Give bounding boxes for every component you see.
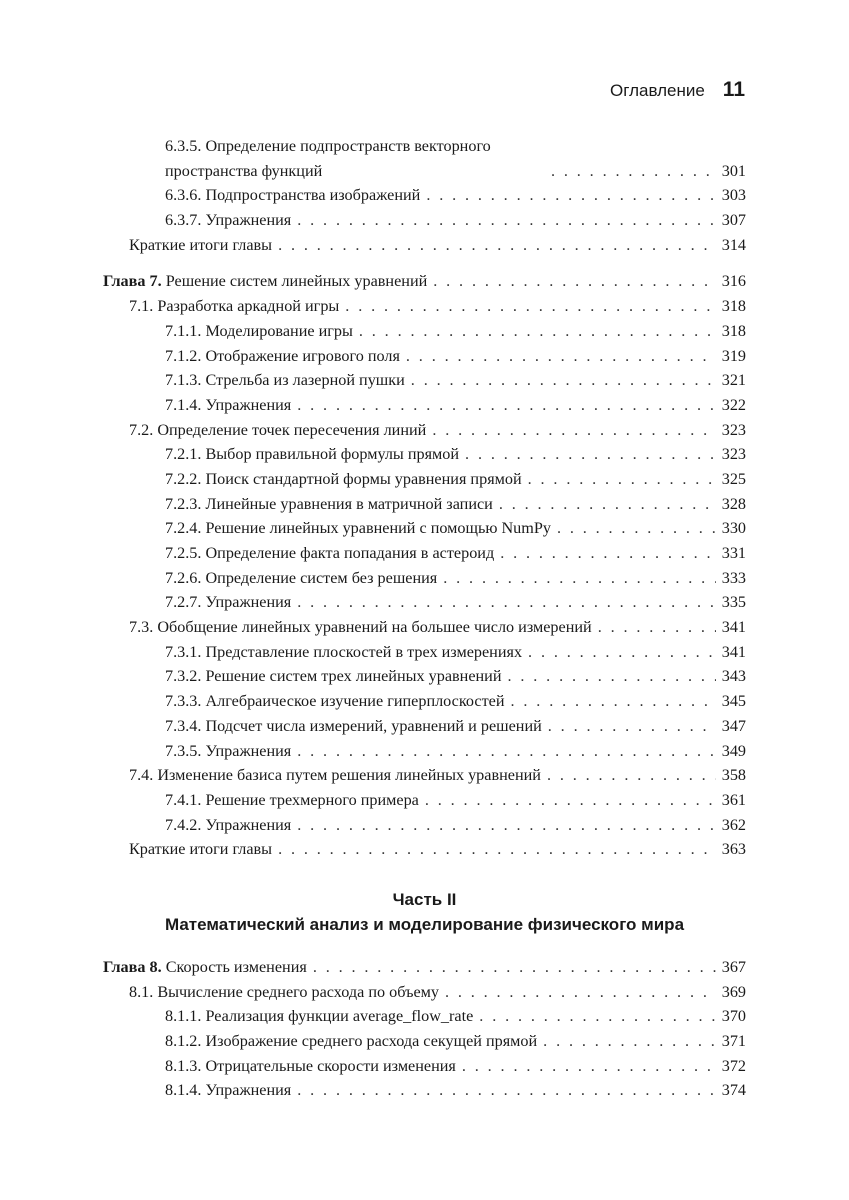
toc-entry[interactable] <box>103 615 746 640</box>
toc-page-number: 307 <box>721 211 746 230</box>
toc-entry[interactable] <box>103 739 746 764</box>
dot-leader <box>297 208 715 233</box>
entry-text: 8.1.3. Отрицательные скорости изменения <box>165 1056 456 1075</box>
dot-leader <box>313 955 716 980</box>
entry-text: Скорость изменения <box>161 957 307 976</box>
entry-text: Решение систем линейных уравнений <box>161 272 428 291</box>
toc-list-top <box>103 134 746 862</box>
header-page-number: 11 <box>722 78 745 101</box>
entry-text: 7.3.4. Подсчет числа измерений, уравнений и решений <box>165 716 542 735</box>
dot-leader <box>528 640 716 665</box>
part-title: Математический анализ и моделирование физического мира <box>164 915 685 934</box>
toc-page-number: 330 <box>721 519 746 538</box>
dot-leader <box>433 269 715 294</box>
toc-page-number: 370 <box>721 1007 746 1026</box>
toc-page-number: 316 <box>721 272 746 291</box>
toc-entry[interactable] <box>103 837 746 862</box>
toc-entry-title <box>165 1078 291 1103</box>
toc-page-number: 361 <box>721 790 746 809</box>
entry-text: 7.1.1. Моделирование игры <box>165 321 353 340</box>
toc-entry-title <box>165 1004 473 1029</box>
dot-leader <box>426 183 715 208</box>
toc-chapter-entry[interactable] <box>103 955 746 980</box>
entry-text: 6.3.5. Определение подпространств векторного пространства функций <box>165 136 491 180</box>
toc-page-number: 367 <box>721 957 746 976</box>
toc-entry-title <box>165 344 400 369</box>
toc-entry[interactable] <box>103 442 746 467</box>
toc-entry-title <box>165 393 291 418</box>
toc-entry[interactable] <box>103 393 746 418</box>
toc-entry[interactable] <box>103 714 746 739</box>
toc-page-number: 331 <box>721 544 746 562</box>
toc-entry[interactable] <box>103 689 746 714</box>
entry-text: 7.2. Определение точек пересечения линий <box>129 420 427 439</box>
running-header <box>610 78 745 102</box>
dot-leader <box>557 516 716 541</box>
toc-entry-title <box>129 615 592 640</box>
dot-leader <box>543 1029 716 1054</box>
toc-entry[interactable] <box>103 1054 746 1079</box>
entry-text: 8.1.1. Реализация функции average_flow_rate <box>165 1007 474 1026</box>
entry-text: 7.3. Обобщение линейных уравнений на большее число измерений <box>129 618 592 637</box>
dot-leader <box>411 368 716 393</box>
toc-entry-title <box>165 590 291 615</box>
entry-text: 7.2.3. Линейные уравнения в матричной записи <box>165 494 493 513</box>
toc-page-number: 314 <box>721 235 746 254</box>
toc-entry-title <box>165 566 437 591</box>
toc-page-number: 318 <box>721 321 746 340</box>
toc-entry-title <box>165 134 545 183</box>
toc-entry[interactable] <box>103 134 746 183</box>
toc-page-number: 328 <box>721 494 746 513</box>
toc-page-number: 335 <box>721 593 746 612</box>
toc-page-number: 318 <box>721 297 746 316</box>
toc-page-number: 322 <box>721 395 746 414</box>
entry-text: 7.3.5. Упражнения <box>165 741 292 760</box>
toc-entry-title <box>165 1054 456 1079</box>
entry-text: 7.3.2. Решение систем трех линейных уравнений <box>165 667 502 686</box>
toc-entry-title <box>165 368 405 393</box>
toc-entry-title <box>165 492 493 517</box>
toc-entry-title <box>165 813 291 838</box>
entry-text: 7.1.4. Упражнения <box>165 395 292 414</box>
part-heading <box>103 888 746 938</box>
entry-text: 7.2.7. Упражнения <box>165 593 292 612</box>
toc-entry-title <box>129 418 426 443</box>
dot-leader <box>297 1078 715 1103</box>
dot-leader <box>465 442 716 467</box>
toc-entry-title <box>129 763 541 788</box>
entry-text: 7.1. Разработка аркадной игры <box>129 297 340 316</box>
dot-leader <box>598 615 716 640</box>
toc-page-number: 321 <box>721 371 746 390</box>
toc-page-number: 323 <box>721 445 746 464</box>
dot-leader <box>479 1004 715 1029</box>
dot-leader <box>500 541 716 566</box>
toc-entry[interactable] <box>103 640 746 665</box>
entry-text: 7.1.3. Стрельба из лазерной пушки <box>165 371 405 390</box>
entry-text: 7.2.5. Определение факта попадания в астероид <box>165 544 495 562</box>
toc-entry-title <box>165 183 420 208</box>
toc-entry[interactable] <box>103 664 746 689</box>
toc-page-number: 362 <box>721 815 746 834</box>
toc-page-number: 347 <box>721 716 746 735</box>
dot-leader <box>297 739 715 764</box>
toc-page-number: 319 <box>721 346 746 365</box>
toc-page-number: 372 <box>721 1056 746 1075</box>
entry-text: 8.1. Вычисление среднего расхода по объему <box>129 982 439 1001</box>
entry-text: 6.3.7. Упражнения <box>165 211 292 230</box>
toc-page-number: 343 <box>721 667 746 686</box>
toc-entry[interactable] <box>103 368 746 393</box>
entry-text: 7.2.2. Поиск стандартной формы уравнения прямой <box>165 469 522 488</box>
toc-entry[interactable] <box>103 492 746 517</box>
chapter-label: Глава 7. <box>103 272 162 291</box>
dot-leader <box>345 294 715 319</box>
toc-entry[interactable] <box>103 1004 746 1029</box>
toc-entry-title <box>165 541 494 566</box>
toc-entry-title <box>129 837 272 862</box>
toc-entry-title <box>129 980 439 1005</box>
dot-leader <box>511 689 716 714</box>
entry-text: 7.2.6. Определение систем без решения <box>165 568 438 587</box>
toc-page-number: 345 <box>721 692 746 711</box>
toc-entry-title <box>129 294 339 319</box>
toc-entry-title <box>165 689 505 714</box>
toc-entry-title <box>103 269 427 294</box>
toc-entry[interactable] <box>103 566 746 591</box>
toc-entry-title <box>103 955 307 980</box>
toc-entry-title <box>165 714 542 739</box>
entry-text: 7.4.1. Решение трехмерного примера <box>165 790 419 809</box>
dot-leader <box>443 566 715 591</box>
toc-entry[interactable] <box>103 1029 746 1054</box>
toc-entry[interactable] <box>103 294 746 319</box>
entry-text: 7.4.2. Упражнения <box>165 815 292 834</box>
toc-chapter-entry[interactable] <box>103 269 746 294</box>
entry-text: 7.3.1. Представление плоскостей в трех измерениях <box>165 642 523 661</box>
dot-leader <box>297 590 715 615</box>
dot-leader <box>551 159 716 184</box>
toc-entry[interactable] <box>103 418 746 443</box>
dot-leader <box>425 788 716 813</box>
toc-page-number: 371 <box>721 1032 746 1051</box>
dot-leader <box>432 418 715 443</box>
dot-leader <box>297 813 715 838</box>
header-section-title: Оглавление <box>610 81 705 100</box>
chapter-label: Глава 8. <box>103 957 162 976</box>
dot-leader <box>297 393 715 418</box>
toc-entry[interactable] <box>103 233 746 258</box>
toc-entry[interactable] <box>103 813 746 838</box>
toc-entry[interactable] <box>103 516 746 541</box>
toc-entry-title <box>165 1029 537 1054</box>
toc-entry-title <box>129 233 272 258</box>
toc-entry-title <box>165 516 551 541</box>
toc-entry-title <box>165 788 419 813</box>
dot-leader <box>445 980 716 1005</box>
toc-entry[interactable] <box>103 467 746 492</box>
dot-leader <box>547 763 716 788</box>
dot-leader <box>359 319 716 344</box>
toc-list-bottom <box>103 955 746 1103</box>
dot-leader <box>406 344 716 369</box>
dot-leader <box>548 714 716 739</box>
toc-page-number: 369 <box>721 982 746 1001</box>
entry-text: 6.3.6. Подпространства изображений <box>165 186 421 205</box>
dot-leader <box>508 664 716 689</box>
entry-text: 7.2.1. Выбор правильной формулы прямой <box>165 445 460 464</box>
toc-entry[interactable] <box>103 788 746 813</box>
toc-entry[interactable] <box>103 344 746 369</box>
toc-page-number: 341 <box>721 642 746 661</box>
toc-page-number: 323 <box>721 420 746 439</box>
entry-text: 7.2.4. Решение линейных уравнений с помощью NumPy <box>165 519 551 538</box>
toc-entry[interactable] <box>103 763 746 788</box>
toc-page-number: 325 <box>721 469 746 488</box>
toc-entry[interactable] <box>103 319 746 344</box>
entry-text: Краткие итоги главы <box>129 235 273 254</box>
toc-spacer <box>103 257 746 269</box>
toc-page-number: 349 <box>721 741 746 760</box>
toc-entry-title <box>165 442 459 467</box>
toc-page-number: 333 <box>721 568 746 587</box>
entry-text: 8.1.4. Упражнения <box>165 1081 292 1100</box>
part-label: Часть II <box>392 890 457 909</box>
toc-entry[interactable] <box>103 208 746 233</box>
toc-page-number: 341 <box>721 618 746 637</box>
entry-text: 7.4. Изменение базиса путем решения линейных уравнений <box>129 766 541 785</box>
dot-leader <box>278 233 716 258</box>
entry-text: 7.3.3. Алгебраическое изучение гиперплоскостей <box>165 692 505 711</box>
toc-entry[interactable] <box>103 183 746 208</box>
entry-text: Краткие итоги главы <box>129 840 273 859</box>
entry-text: 8.1.2. Изображение среднего расхода секущей прямой <box>165 1032 538 1051</box>
dot-leader <box>528 467 716 492</box>
toc-entry-title <box>165 664 502 689</box>
toc-entry-title <box>165 319 353 344</box>
toc-page-number: 363 <box>721 840 746 859</box>
toc-entry[interactable] <box>103 1078 746 1103</box>
toc-entry-title <box>165 208 291 233</box>
toc-page-number: 358 <box>721 766 746 785</box>
toc-page-number: 301 <box>721 161 746 180</box>
toc-entry[interactable] <box>103 590 746 615</box>
dot-leader <box>499 492 716 517</box>
dot-leader <box>278 837 716 862</box>
dot-leader <box>462 1054 716 1079</box>
toc-entry[interactable] <box>103 541 746 566</box>
toc-entry-title <box>165 467 522 492</box>
toc-entry-title <box>165 640 522 665</box>
toc-page-number: 374 <box>721 1081 746 1100</box>
toc-entry[interactable] <box>103 980 746 1005</box>
entry-text: 7.1.2. Отображение игрового поля <box>165 346 400 365</box>
toc-entry-title <box>165 739 291 764</box>
toc-page-number: 303 <box>721 186 746 205</box>
